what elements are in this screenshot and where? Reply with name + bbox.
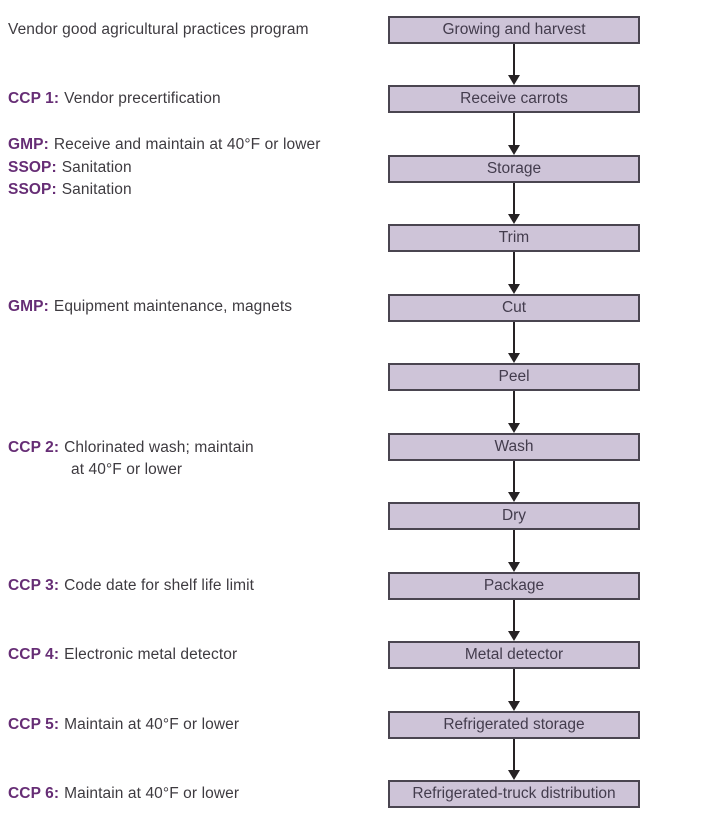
annotation-ccp4 bbox=[8, 644, 380, 666]
annotation-text: Equipment maintenance, magnets bbox=[53, 298, 293, 315]
flow-node-metal-detector: Metal detector bbox=[388, 641, 640, 669]
arrowhead-down-icon bbox=[508, 214, 520, 224]
arrow-line bbox=[513, 44, 515, 75]
down-arrow-connector bbox=[508, 252, 520, 294]
arrowhead-down-icon bbox=[508, 770, 520, 780]
down-arrow-connector bbox=[508, 183, 520, 224]
flow-node-storage: Storage bbox=[388, 155, 640, 183]
annotation-ccp1 bbox=[8, 88, 380, 110]
flow-node-wash: Wash bbox=[388, 433, 640, 461]
arrow-line bbox=[513, 322, 515, 353]
arrow-line bbox=[513, 183, 515, 214]
arrowhead-down-icon bbox=[508, 423, 520, 433]
flow-node-package: Package bbox=[388, 572, 640, 600]
down-arrow-connector bbox=[508, 113, 520, 155]
annotation-text: Sanitation bbox=[61, 159, 132, 176]
annotation-text: Vendor good agricultural practices program bbox=[8, 21, 309, 38]
annotation-text: Maintain at 40°F or lower bbox=[64, 785, 240, 802]
annotation-prefix: SSOP: bbox=[8, 181, 57, 198]
annotation-text: Vendor precertification bbox=[64, 90, 221, 107]
annotation-prefix: GMP: bbox=[8, 298, 49, 315]
annotation-prefix: CCP 1: bbox=[8, 90, 60, 107]
arrow-line bbox=[513, 600, 515, 631]
annotation-ccp6 bbox=[8, 783, 380, 805]
annotation-text: Code date for shelf life limit bbox=[64, 577, 255, 594]
annotation-prefix: GMP: bbox=[8, 136, 49, 153]
arrowhead-down-icon bbox=[508, 701, 520, 711]
flow-node-trim: Trim bbox=[388, 224, 640, 252]
annotation-line2: at 40°F or lower bbox=[71, 461, 183, 478]
annotation-ccp3 bbox=[8, 575, 380, 597]
annotation-ccp5 bbox=[8, 714, 380, 736]
annotation-text: Sanitation bbox=[61, 181, 132, 198]
annotation-prefix: CCP 2: bbox=[8, 439, 60, 456]
arrow-line bbox=[513, 461, 515, 492]
annotation-text: Maintain at 40°F or lower bbox=[64, 716, 240, 733]
arrowhead-down-icon bbox=[508, 284, 520, 294]
arrowhead-down-icon bbox=[508, 631, 520, 641]
annotation-prefix: CCP 5: bbox=[8, 716, 60, 733]
flow-node-peel: Peel bbox=[388, 363, 640, 391]
annotation-prefix: CCP 4: bbox=[8, 646, 60, 663]
down-arrow-connector bbox=[508, 322, 520, 363]
annotation-ssop-1 bbox=[8, 157, 380, 179]
arrow-line bbox=[513, 113, 515, 145]
flow-node-cut: Cut bbox=[388, 294, 640, 322]
down-arrow-connector bbox=[508, 739, 520, 780]
down-arrow-connector bbox=[508, 530, 520, 572]
annotation-vendor-gap-program bbox=[8, 19, 380, 41]
annotation-gmp-receive bbox=[8, 134, 380, 156]
annotation-prefix: CCP 6: bbox=[8, 785, 60, 802]
arrowhead-down-icon bbox=[508, 562, 520, 572]
process-flow-column bbox=[388, 0, 640, 840]
arrowhead-down-icon bbox=[508, 353, 520, 363]
arrow-line bbox=[513, 530, 515, 562]
arrow-line bbox=[513, 391, 515, 423]
annotation-text: Receive and maintain at 40°F or lower bbox=[53, 136, 321, 153]
annotation-prefix: CCP 3: bbox=[8, 577, 60, 594]
annotation-prefix: SSOP: bbox=[8, 159, 57, 176]
annotation-text: Chlorinated wash; maintain bbox=[64, 439, 254, 456]
down-arrow-connector bbox=[508, 669, 520, 711]
down-arrow-connector bbox=[508, 461, 520, 502]
flow-node-truck-distribution: Refrigerated-truck distribution bbox=[388, 780, 640, 808]
down-arrow-connector bbox=[508, 44, 520, 85]
annotation-gmp-equipment bbox=[8, 296, 380, 318]
down-arrow-connector bbox=[508, 600, 520, 641]
flow-node-receive-carrots: Receive carrots bbox=[388, 85, 640, 113]
annotation-ssop-2 bbox=[8, 179, 380, 201]
arrowhead-down-icon bbox=[508, 492, 520, 502]
arrow-line bbox=[513, 739, 515, 770]
flow-node-refrigerated-storage: Refrigerated storage bbox=[388, 711, 640, 739]
arrowhead-down-icon bbox=[508, 75, 520, 85]
arrowhead-down-icon bbox=[508, 145, 520, 155]
annotation-ccp2 bbox=[8, 437, 380, 481]
arrow-line bbox=[513, 252, 515, 284]
arrow-line bbox=[513, 669, 515, 701]
down-arrow-connector bbox=[508, 391, 520, 433]
annotation-line1 bbox=[8, 437, 380, 459]
annotation-text: Electronic metal detector bbox=[64, 646, 238, 663]
flow-node-dry: Dry bbox=[388, 502, 640, 530]
flow-node-growing-harvest: Growing and harvest bbox=[388, 16, 640, 44]
